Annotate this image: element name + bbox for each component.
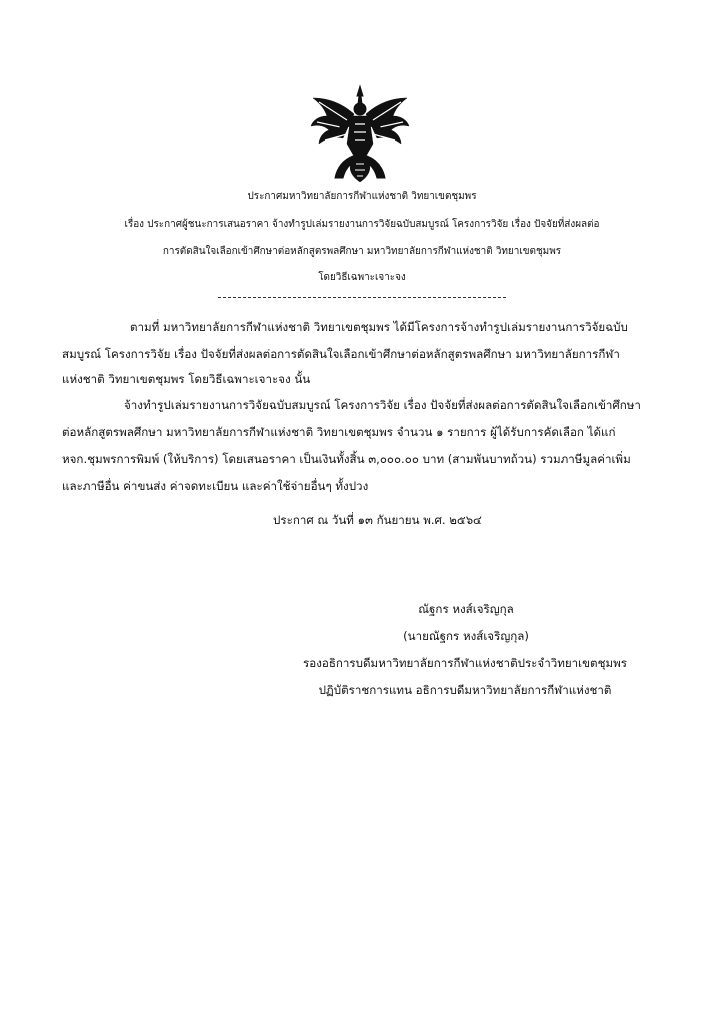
paragraph-2-line-2: ต่อหลักสูตรพลศึกษา มหาวิทยาลัยการกีฬาแห่งชาติ วิทยาเขตชุมพร จำนวน ๑ รายการ ผู้ได้รับการคัดเลือก ได้แก่ bbox=[62, 425, 616, 439]
paragraph-2-line-3: หจก.ชุมพรการพิมพ์ (ให้บริการ) โดยเสนอราคา เป็นเงินทั้งสิ้น ๓,๐๐๐.๐๐ บาท (สามพันบาทถ้วน) รวมภาษีมูลค่าเพิ่ม bbox=[62, 452, 631, 466]
paragraph-2-line-1: จ้างทำรูปเล่มรายงานการวิจัยฉบับสมบูรณ์ โครงการวิจัย เรื่อง ปัจจัยที่ส่งผลต่อการตัดสินใจเลือกเข้าศึกษา bbox=[124, 398, 641, 412]
signature-name: ณัฐกร หงส์เจริญกุล bbox=[418, 602, 514, 616]
paragraph-1-line-2: สมบูรณ์ โครงการวิจัย เรื่อง ปัจจัยที่ส่งผลต่อการตัดสินใจเลือกเข้าศึกษาต่อหลักสูตรพลศึกษา มหาวิทยาลัยการกีฬา bbox=[62, 347, 620, 361]
subject-line-2: การตัดสินใจเลือกเข้าศึกษาต่อหลักสูตรพลศึกษา มหาวิทยาลัยการกีฬาแห่งชาติ วิทยาเขตชุมพร bbox=[162, 246, 562, 257]
subject-line-3: โดยวิธีเฉพาะเจาะจง bbox=[318, 272, 406, 283]
paragraph-2-line-4: และภาษีอื่น ค่าขนส่ง ค่าจดทะเบียน และค่าใช้จ่ายอื่นๆ ทั้งปวง bbox=[62, 479, 369, 493]
document-title: ประกาศมหาวิทยาลัยการกีฬาแห่งชาติ วิทยาเขตชุมพร bbox=[247, 191, 477, 202]
signatory-position-line-2: ปฏิบัติราชการแทน อธิการบดีมหาวิทยาลัยการกีฬาแห่งชาติ bbox=[318, 683, 612, 697]
garuda-emblem-icon bbox=[307, 84, 413, 184]
paragraph-1-line-1: ตามที่ มหาวิทยาลัยการกีฬาแห่งชาติ วิทยาเขตชุมพร ได้มีโครงการจ้างทำรูปเล่มรายงานการวิจัยฉบับ bbox=[130, 320, 628, 334]
subject-line-1: เรื่อง ประกาศผู้ชนะการเสนอราคา จ้างทำรูปเล่มรายงานการวิจัยฉบับสมบูรณ์ โครงการวิจัย เรื่อง ปัจจัยที่ส่งผลต่อ bbox=[124, 219, 600, 230]
paragraph-1-line-3: แห่งชาติ วิทยาเขตชุมพร โดยวิธีเฉพาะเจาะจง นั้น bbox=[62, 372, 311, 386]
signatory-position-line-1: รองอธิการบดีมหาวิทยาลัยการกีฬาแห่งชาติประจำวิทยาเขตชุมพร bbox=[303, 656, 627, 670]
announcement-date: ประกาศ ณ วันที่ ๑๓ กันยายน พ.ศ. ๒๕๖๔ bbox=[273, 513, 482, 527]
separator-line bbox=[218, 297, 506, 298]
signatory-printed-name: (นายณัฐกร หงส์เจริญกุล) bbox=[403, 629, 529, 643]
